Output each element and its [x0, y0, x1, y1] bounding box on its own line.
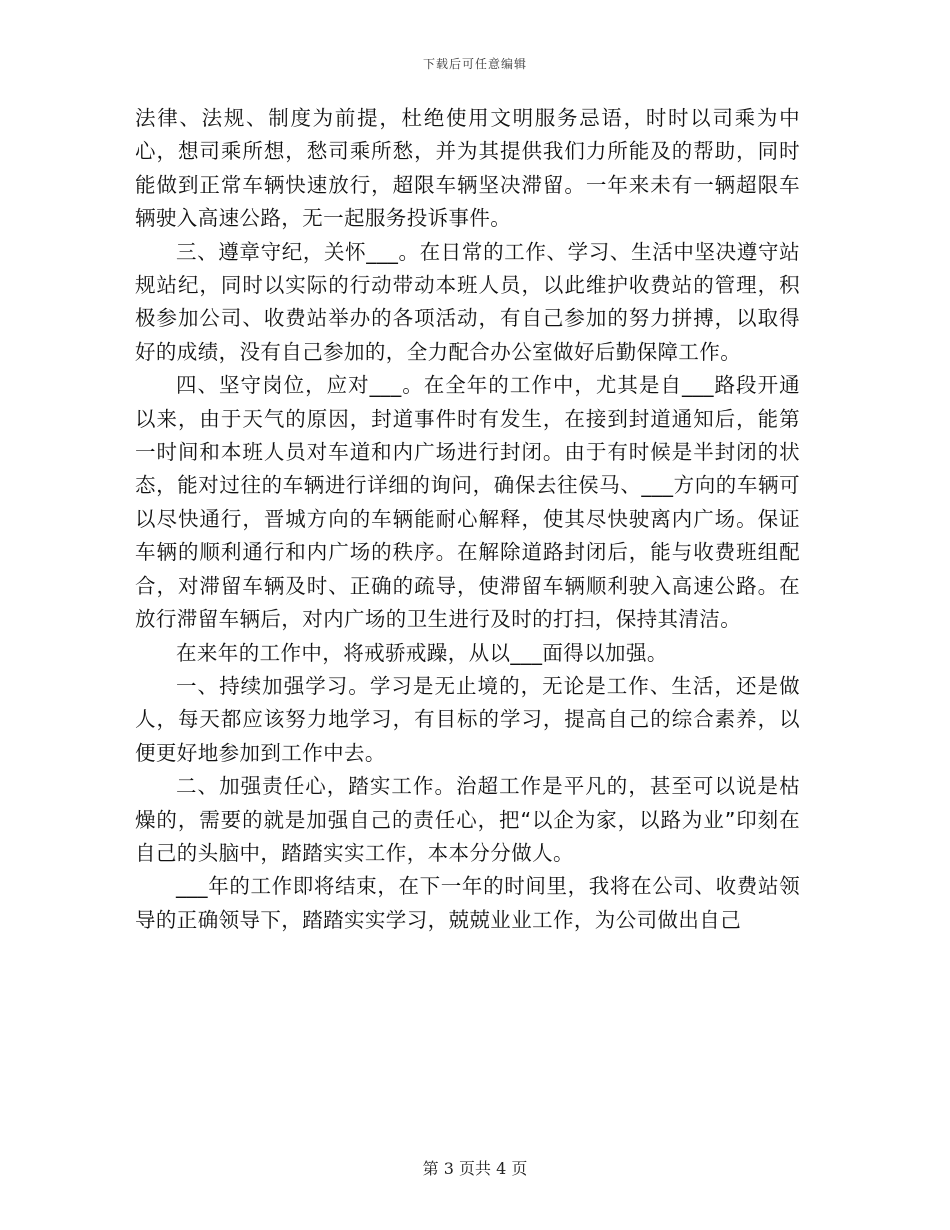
paragraph: 在来年的工作中，将戒骄戒躁，从以___面得以加强。 — [176, 640, 668, 665]
paragraph: 法律、法规、制度为前提，杜绝使用文明服务忌语，时时以司乘为中心，想司乘所想，愁司乘所愁，并为其提供我们力所能及的帮助，同时能做到正常车辆快速放行，超限车辆坚决滞留。一年来未有一辆超限车辆驶入高速公路，无一起服务投诉事件。 — [135, 106, 800, 231]
paragraph: 四、坚守岗位，应对___。在全年的工作中，尤其是自___路段开通以来，由于天气的原因，封道事件时有发生，在接到封道通知后，能第一时间和本班人员对车道和内广场进行封闭。由于有时候是半封闭的状态，能对过往的车辆进行详细的询问，确保去往侯马、___方向的车辆可以尽快通行，晋城方向的车辆能耐心解释，使其尽快驶离内广场。保证车辆的顺利通行和内广场的秩序。在解除道路封闭后，能与收费班组配合，对滞留车辆及时、正确的疏导，使滞留车辆顺利驶入高速公路。在放行滞留车辆后，对内广场的卫生进行及时的打扫，保持其清洁。 — [135, 373, 800, 632]
paragraph: 二、加强责任心，踏实工作。治超工作是平凡的，甚至可以说是枯燥的，需要的就是加强自己的责任心，把“以企为家，以路为业”印刻在自己的头脑中，踏踏实实工作，本本分分做人。 — [135, 774, 800, 865]
page-header: 下载后可任意编辑 — [422, 57, 527, 71]
document-body — [135, 102, 800, 937]
paragraph: 三、遵章守纪，关怀___。在日常的工作、学习、生活中坚决遵守站规站纪，同时以实际的行动带动本班人员，以此维护收费站的管理，积极参加公司、收费站举办的各项活动，有自己参加的努力拼搏，以取得好的成绩，没有自己参加的，全力配合办公室做好后勤保障工作。 — [135, 239, 800, 364]
paragraph: 一、持续加强学习。学习是无止境的，无论是工作、生活，还是做人，每天都应该努力地学习，有目标的学习，提高自己的综合素养，以便更好地参加到工作中去。 — [135, 673, 800, 765]
paragraph: ___年的工作即将结束，在下一年的时间里，我将在公司、收费站领导的正确领导下，踏踏实实学习，兢兢业业工作，为公司做出自己 — [135, 874, 800, 932]
page-footer: 第 3 页共 4 页 — [422, 1159, 528, 1178]
